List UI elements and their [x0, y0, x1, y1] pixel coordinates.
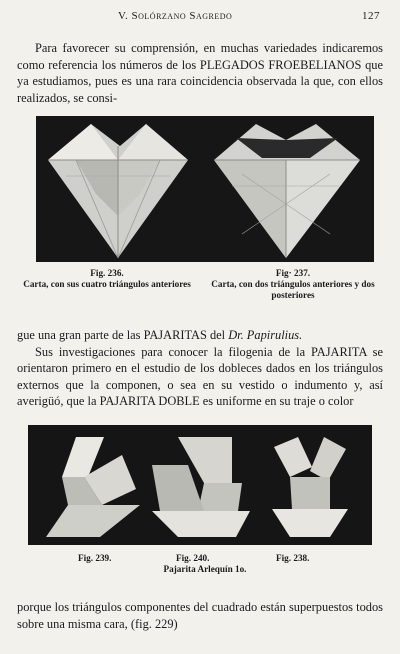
- origami-letter-photo: [36, 116, 374, 262]
- paragraph-intro: Para favorecer su comprensión, en muchas variedades indicaremos como referencia los números de los PLEGADOS FROEBELIANOS que ya estudiamos, pues es una rara coincidencia observada la que, con ellos realizados, se consi-: [17, 41, 383, 105]
- photo-figs-238-240: [28, 425, 372, 545]
- caption-fig-237: [200, 268, 386, 301]
- caption-pajarita-arlequin: Pajarita Arlequín 1o.: [163, 564, 247, 574]
- caption-fig-236: [18, 268, 196, 290]
- caption-fig-237-number: Fig· 237.: [275, 268, 311, 278]
- caption-fig-236-number: Fig. 236.: [90, 268, 124, 278]
- caption-fig-238: Fig. 238.: [276, 553, 310, 563]
- paragraph-papirulius-body: Sus investigaciones para conocer la filogenia de la PAJARITA se orientaron primero en el estudio de los dobleces dados en los triángulos externos que la componen, o sea en su vestido o indumento y, así averigüó, que la PAJARITA DOBLE es uniforme en su traje o color: [17, 344, 383, 409]
- paragraph-papirulius-line1: gue una gran parte de las PAJARITAS del: [17, 328, 229, 342]
- caption-fig-237-text: Carta, con dos triángulos anteriores y dos posteriores: [211, 279, 375, 300]
- running-head: [0, 8, 400, 24]
- running-head-author: V. Solórzano Sagredo: [118, 10, 233, 22]
- photo-figs-236-237: [36, 116, 374, 262]
- pajarita-arlequin-photo: [28, 425, 372, 545]
- caption-fig-239: Fig. 239.: [78, 553, 112, 563]
- caption-fig-236-text: Carta, con sus cuatro triángulos anteriores: [23, 279, 191, 289]
- paragraph-papirulius: [17, 327, 383, 410]
- page-number: 127: [362, 10, 380, 22]
- paragraph-triangulos: porque los triángulos componentes del cuadrado están superpuestos todos sobre una misma cara, (fig. 229): [17, 600, 383, 631]
- caption-fig-240: Fig. 240.: [176, 553, 210, 563]
- paragraph-papirulius-name: Dr. Papirulius.: [228, 328, 303, 342]
